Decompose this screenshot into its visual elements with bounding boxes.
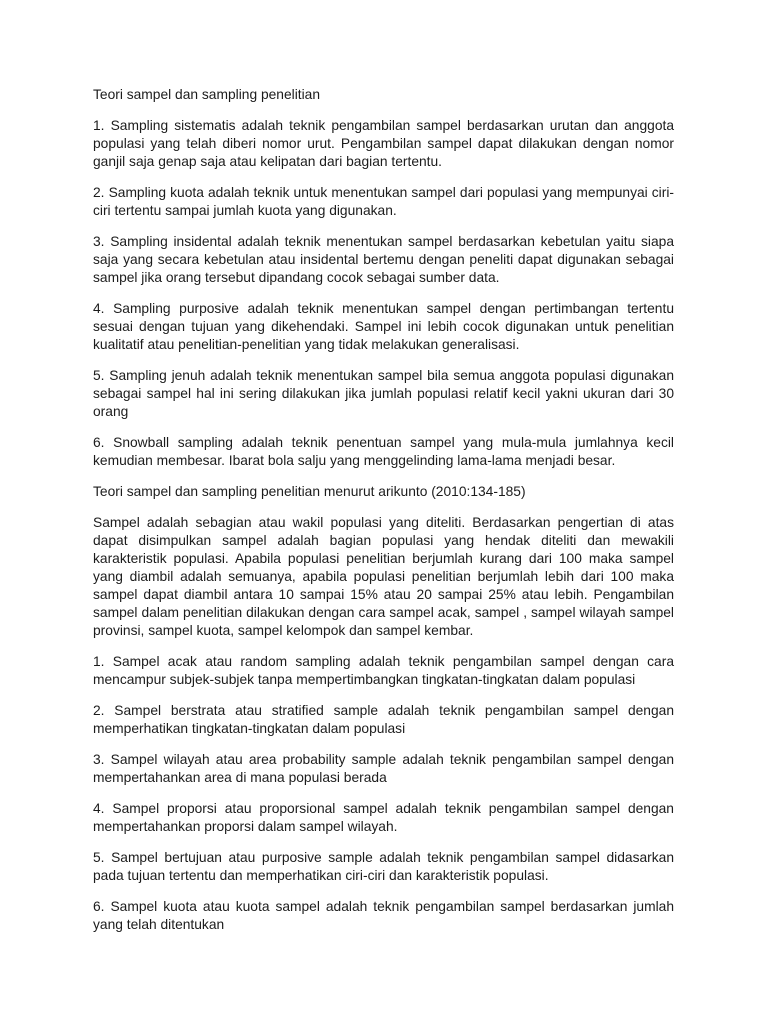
section-subtitle: Teori sampel dan sampling penelitian menurut arikunto (2010:134-185) bbox=[93, 484, 526, 499]
sampling-item-1: 1. Sampling sistematis adalah teknik pengambilan sampel berdasarkan urutan dan anggota populasi yang telah diberi nomor urut. Pengambilan sampel dapat dilakukan dengan nomor ganjil saja genap saja atau kelipatan dari bagian tertentu. bbox=[93, 118, 674, 169]
sampling-item-5: 5. Sampling jenuh adalah teknik menentukan sampel bila semua anggota populasi digunakan sebagai sampel hal ini sering dilakukan jika jumlah populasi relatif kecil yakni ukuran dari 30 orang bbox=[93, 368, 674, 419]
sampling-item-3: 3. Sampling insidental adalah teknik menentukan sampel berdasarkan kebetulan yaitu siapa saja yang secara kebetulan atau insidental bertemu dengan peneliti dapat digunakan sebagai sampel jika orang tersebut dipandang cocok sebagai sumber data. bbox=[93, 234, 674, 285]
sample-item-1: 1. Sampel acak atau random sampling adalah teknik pengambilan sampel dengan cara mencampur subjek-subjek tanpa mempertimbangkan tingkatan-tingkatan dalam populasi bbox=[93, 654, 674, 687]
document-title: Teori sampel dan sampling penelitian bbox=[93, 87, 321, 102]
sampling-item-2: 2. Sampling kuota adalah teknik untuk menentukan sampel dari populasi yang mempunyai ciri-ciri tertentu sampai jumlah kuota yang digunakan. bbox=[93, 185, 674, 218]
sampling-item-6: 6. Snowball sampling adalah teknik penentuan sampel yang mula-mula jumlahnya kecil kemudian membesar. Ibarat bola salju yang menggelinding lama-lama menjadi besar. bbox=[93, 435, 674, 468]
sample-item-2: 2. Sampel berstrata atau stratified sample adalah teknik pengambilan sampel dengan memperhatikan tingkatan-tingkatan dalam populasi bbox=[93, 703, 674, 736]
sampling-item-4: 4. Sampling purposive adalah teknik menentukan sampel dengan pertimbangan tertentu sesuai dengan tujuan yang dikehendaki. Sampel ini lebih cocok digunakan untuk penelitian kualitatif atau penelitian-penelitian yang tidak melakukan generalisasi. bbox=[93, 301, 674, 352]
sample-item-6: 6. Sampel kuota atau kuota sampel adalah teknik pengambilan sampel berdasarkan jumlah yang telah ditentukan bbox=[93, 899, 674, 932]
intro-paragraph: Sampel adalah sebagian atau wakil populasi yang diteliti. Berdasarkan pengertian di atas dapat disimpulkan sampel adalah bagian populasi yang hendak diteliti dan mewakili karakteristik populasi. Apabila populasi penelitian berjumlah kurang dari 100 maka sampel yang diambil adalah semuanya, apabila populasi penelitian berjumlah lebih dari 100 maka sampel dapat diambil antara 10 sampai 15% atau 20 sampai 25% atau lebih. Pengambilan sampel dalam penelitian dilakukan dengan cara sampel acak, sampel , sampel wilayah sampel provinsi, sampel kuota, sampel kelompok dan sampel kembar. bbox=[93, 515, 674, 638]
sample-item-3: 3. Sampel wilayah atau area probability sample adalah teknik pengambilan sampel dengan mempertahankan area di mana populasi berada bbox=[93, 752, 674, 785]
sample-item-5: 5. Sampel bertujuan atau purposive sample adalah teknik pengambilan sampel didasarkan pada tujuan tertentu dan memperhatikan ciri-ciri dan karakteristik populasi. bbox=[93, 850, 674, 883]
sample-item-4: 4. Sampel proporsi atau proporsional sampel adalah teknik pengambilan sampel dengan mempertahankan proporsi dalam sampel wilayah. bbox=[93, 801, 674, 834]
